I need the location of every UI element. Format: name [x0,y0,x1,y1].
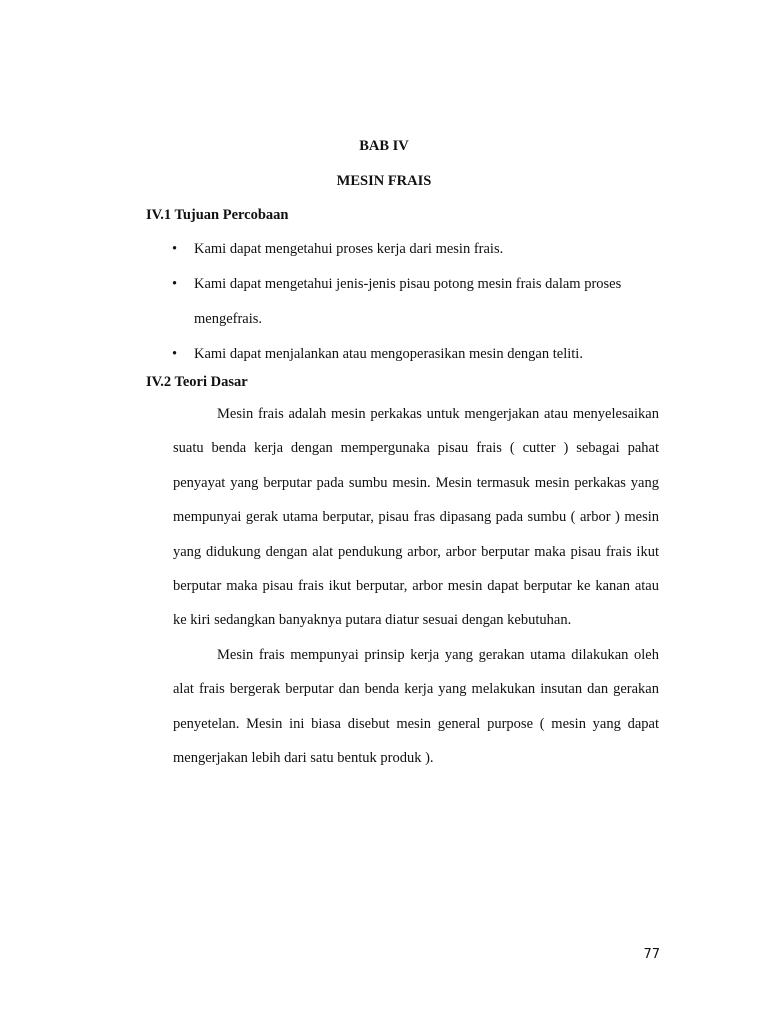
list-item [146,267,666,337]
list-item-text: Kami dapat mengetahui jenis-jenis pisau potong mesin frais dalam proses mengefrais. [194,276,622,327]
page-number: 77 [643,947,660,962]
list-item-text: Kami dapat mengetahui proses kerja dari mesin frais. [194,241,504,257]
bullet-icon: • [172,276,178,292]
list-item [146,232,666,267]
bullet-icon: • [172,241,178,257]
paragraph: Mesin frais adalah mesin perkakas untuk mengerjakan atau menyelesaikan suatu benda kerja dengan mempergunaka pisau frais ( cutter ) sebagai pahat penyayat yang berputar pada sumbu mesin. Mesin termasuk mesin perkakas yang mempunyai gerak utama berputar, pisau fras dipasang pada sumbu ( arbor ) mesin yang didukung dengan alat pendukung arbor, arbor berputar maka pisau frais ikut berputar maka pisau frais ikut berputar, arbor mesin dapat berputar ke kanan atau ke kiri sedangkan banyaknya putara diatur sesuai dengan kebutuhan. [173,406,659,629]
section-heading-tujuan: IV.1 Tujuan Percobaan [146,207,289,223]
list-item [146,337,666,372]
chapter-title: MESIN FRAIS [336,173,432,189]
body-text [173,397,659,775]
bullet-icon: • [172,346,178,362]
chapter-label: BAB IV [359,138,409,154]
objectives-list [146,232,666,372]
section-heading-teori: IV.2 Teori Dasar [146,374,248,390]
paragraph: Mesin frais mempunyai prinsip kerja yang gerakan utama dilakukan oleh alat frais bergerak berputar dan benda kerja yang melakukan insutan dan gerakan penyetelan. Mesin ini biasa disebut mesin general purpose ( mesin yang dapat mengerjakan lebih dari satu bentuk produk ). [173,646,659,767]
list-item-text: Kami dapat menjalankan atau mengoperasikan mesin dengan teliti. [194,346,583,362]
